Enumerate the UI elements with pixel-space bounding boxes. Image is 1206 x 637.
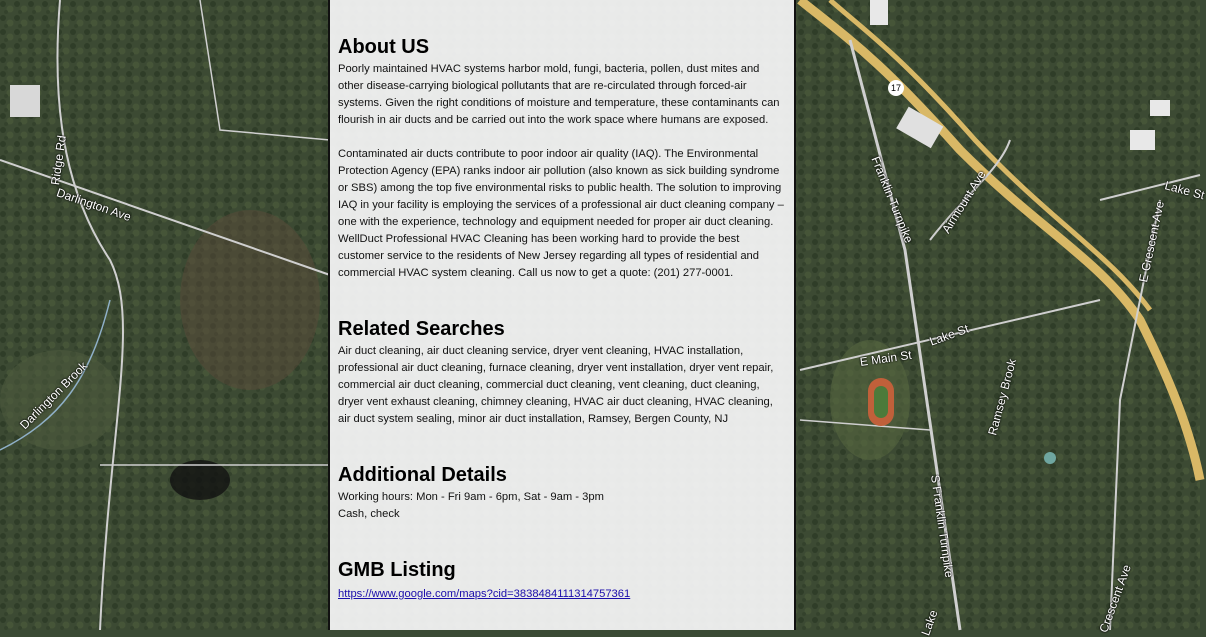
related-searches-heading: Related Searches <box>338 318 505 340</box>
payment-methods: Cash, check <box>338 508 400 520</box>
map-label-darlington-ave: Darlington Ave <box>54 185 133 224</box>
map-label-franklin-turnpike: Franklin Turnpike <box>868 154 916 245</box>
additional-details-section <box>338 464 786 523</box>
about-paragraph-3: WellDuct Professional HVAC Cleaning has been working hard to provide the best customer service to the residents of New Jersey regarding all types of residential and commercial HVAC system cleaning. Call us now to get a quote: (201) 277-0001. <box>338 233 759 279</box>
map-label-e-main-st: E Main St <box>859 347 913 369</box>
additional-details-heading: Additional Details <box>338 464 507 486</box>
about-paragraph-2: Contaminated air ducts contribute to poor indoor air quality (IAQ). The Environmental Protection Agency (EPA) ranks indoor air pollution (also known as sick building syndrome or SBS) among the top five environmental risks to public health. The solution to improving IAQ in your facility is employing the services of a professional air duct cleaning company – one with the experience, technology and equipment needed for proper air duct cleaning. <box>338 148 784 228</box>
map-label-airmount-ave: Airmount Ave <box>939 167 989 236</box>
gmb-listing-link[interactable]: https://www.google.com/maps?cid=3838484111314757361 <box>338 588 631 600</box>
map-label-ramsey-brook: Ramsey Brook <box>985 357 1020 437</box>
map-label-crescent-ave-bottom: Crescent Ave <box>1096 562 1134 635</box>
gmb-heading: GMB Listing <box>338 559 456 581</box>
related-searches-section <box>338 318 786 428</box>
map-label-darlington-brook: Darlington Brook <box>17 358 91 432</box>
gmb-section <box>338 559 786 603</box>
content-panel <box>328 0 796 630</box>
working-hours: Working hours: Mon - Fri 9am - 6pm, Sat - 9am - 3pm <box>338 491 604 503</box>
about-heading: About US <box>338 36 430 58</box>
about-paragraph-1: Poorly maintained HVAC systems harbor mold, fungi, bacteria, pollen, dust mites and other disease-carrying biological pollutants that are re-circulated through forced-air systems. Given the right conditions of moisture and temperature, these contaminants can flourish in air ducts and be carried out into the work space where humans are exposed. <box>338 63 780 126</box>
map-label-lake-bottom: Lake <box>918 608 941 637</box>
map-label-lake-st-top: Lake St <box>1163 178 1206 203</box>
map-label-ridge-rd: Ridge Rd <box>48 134 69 186</box>
map-label-e-crescent-ave: E Crescent Ave <box>1136 199 1167 284</box>
about-section <box>338 36 786 282</box>
related-searches-text: Air duct cleaning, air duct cleaning service, dryer vent cleaning, HVAC installation, professional air duct cleaning, furnace cleaning, dryer vent installation, dryer vent repair, commercial air duct cleaning, commercial duct cleaning, vent cleaning, duct cleaning, dryer vent exhaust cleaning, chimney cleaning, HVAC air duct cleaning, HVAC cleaning, air duct system sealing, minor air duct installation, Ramsey, Bergen County, NJ <box>338 345 774 425</box>
map-label-route-17: 17 <box>888 80 904 96</box>
map-label-lake-st: Lake St <box>927 321 971 349</box>
map-label-s-franklin-turnpike: S Franklin Turnpike <box>928 474 957 579</box>
